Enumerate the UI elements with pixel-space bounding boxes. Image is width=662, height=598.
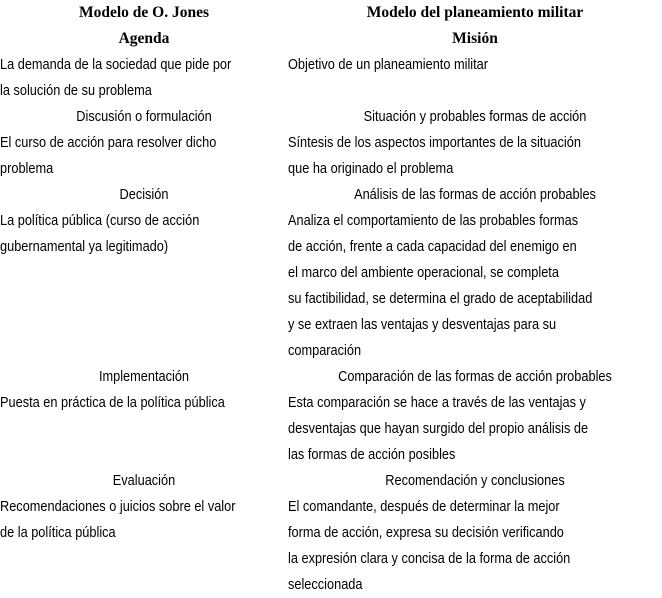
text-line: la expresión clara y concisa de la forma de acción xyxy=(288,551,571,567)
row-cell-right xyxy=(288,52,662,104)
row-cell-right xyxy=(288,104,662,182)
text-line: su factibilidad, se determina el grado de aceptabilidad xyxy=(288,291,593,307)
text-line: de acción, frente a cada capacidad del enemigo en xyxy=(288,239,577,255)
row-cell-left xyxy=(0,182,288,364)
text-line: Objetivo de un planeamiento militar xyxy=(288,57,489,73)
header-cell-left xyxy=(0,0,288,52)
text-line: La demanda de la sociedad que pide por xyxy=(0,57,232,73)
row-body-right xyxy=(288,208,662,364)
text-line: la solución de su problema xyxy=(0,83,152,99)
stage-heading-right: Comparación de las formas de acción probables xyxy=(338,369,612,385)
row-cell-right xyxy=(288,364,662,468)
row-body-right xyxy=(288,130,662,182)
text-line: Analiza el comportamiento de las probables formas xyxy=(288,213,579,229)
row-body-left xyxy=(0,390,288,416)
column-subtitle-right: Misión xyxy=(452,30,498,47)
text-line: Síntesis de los aspectos importantes de la situación xyxy=(288,135,581,151)
text-line: y se extraen las ventajas y desventajas para su xyxy=(288,317,557,333)
text-line: El curso de acción para resolver dicho xyxy=(0,135,217,151)
stage-heading-right: Recomendación y conclusiones xyxy=(385,473,565,489)
text-line: Esta comparación se hace a través de las ventajas y xyxy=(288,395,586,411)
column-title-left: Modelo de O. Jones xyxy=(78,4,210,21)
row-cell-left xyxy=(0,52,288,104)
text-line: Recomendaciones o juicios sobre el valor xyxy=(0,499,236,515)
table-row xyxy=(0,52,662,104)
row-cell-left xyxy=(0,364,288,468)
row-body-right xyxy=(288,390,662,468)
table-row xyxy=(0,182,662,364)
stage-heading-right: Análisis de las formas de acción probables xyxy=(354,187,596,203)
row-cell-left xyxy=(0,104,288,182)
text-line: El comandante, después de determinar la mejor xyxy=(288,499,560,515)
text-line: que ha originado el problema xyxy=(288,161,454,177)
table-row xyxy=(0,468,662,598)
text-line: de la política pública xyxy=(0,525,116,541)
row-cell-left xyxy=(0,468,288,598)
text-line: Puesta en práctica de la política pública xyxy=(0,395,225,411)
row-cell-right xyxy=(288,182,662,364)
column-subtitle-left: Agenda xyxy=(118,30,170,47)
text-line: problema xyxy=(0,161,54,177)
table-row xyxy=(0,364,662,468)
stage-heading-left: Evaluación xyxy=(112,473,176,489)
text-line: comparación xyxy=(288,343,362,359)
row-body-left xyxy=(0,52,288,104)
row-body-right xyxy=(288,494,662,598)
row-cell-right xyxy=(288,468,662,598)
row-body-left xyxy=(0,494,288,546)
stage-heading-left: Discusión o formulación xyxy=(76,109,212,125)
row-body-left xyxy=(0,208,288,260)
text-line: gubernamental ya legitimado) xyxy=(0,239,169,255)
stage-heading-left: Decisión xyxy=(119,187,169,203)
column-title-right: Modelo del planeamiento militar xyxy=(366,4,584,21)
text-line: desventajas que hayan surgido del propio análisis de xyxy=(288,421,589,437)
table-header-row xyxy=(0,0,662,52)
row-body-right xyxy=(288,52,662,78)
table-row xyxy=(0,104,662,182)
text-line: La política pública (curso de acción xyxy=(0,213,200,229)
row-body-left xyxy=(0,130,288,182)
text-line: seleccionada xyxy=(288,577,363,593)
stage-heading-left: Implementación xyxy=(98,369,190,385)
stage-heading-right: Situación y probables formas de acción xyxy=(363,109,587,125)
text-line: las formas de acción posibles xyxy=(288,447,456,463)
header-cell-right xyxy=(288,0,662,52)
text-line: el marco del ambiente operacional, se completa xyxy=(288,265,559,281)
text-line: forma de acción, expresa su decisión verificando xyxy=(288,525,564,541)
